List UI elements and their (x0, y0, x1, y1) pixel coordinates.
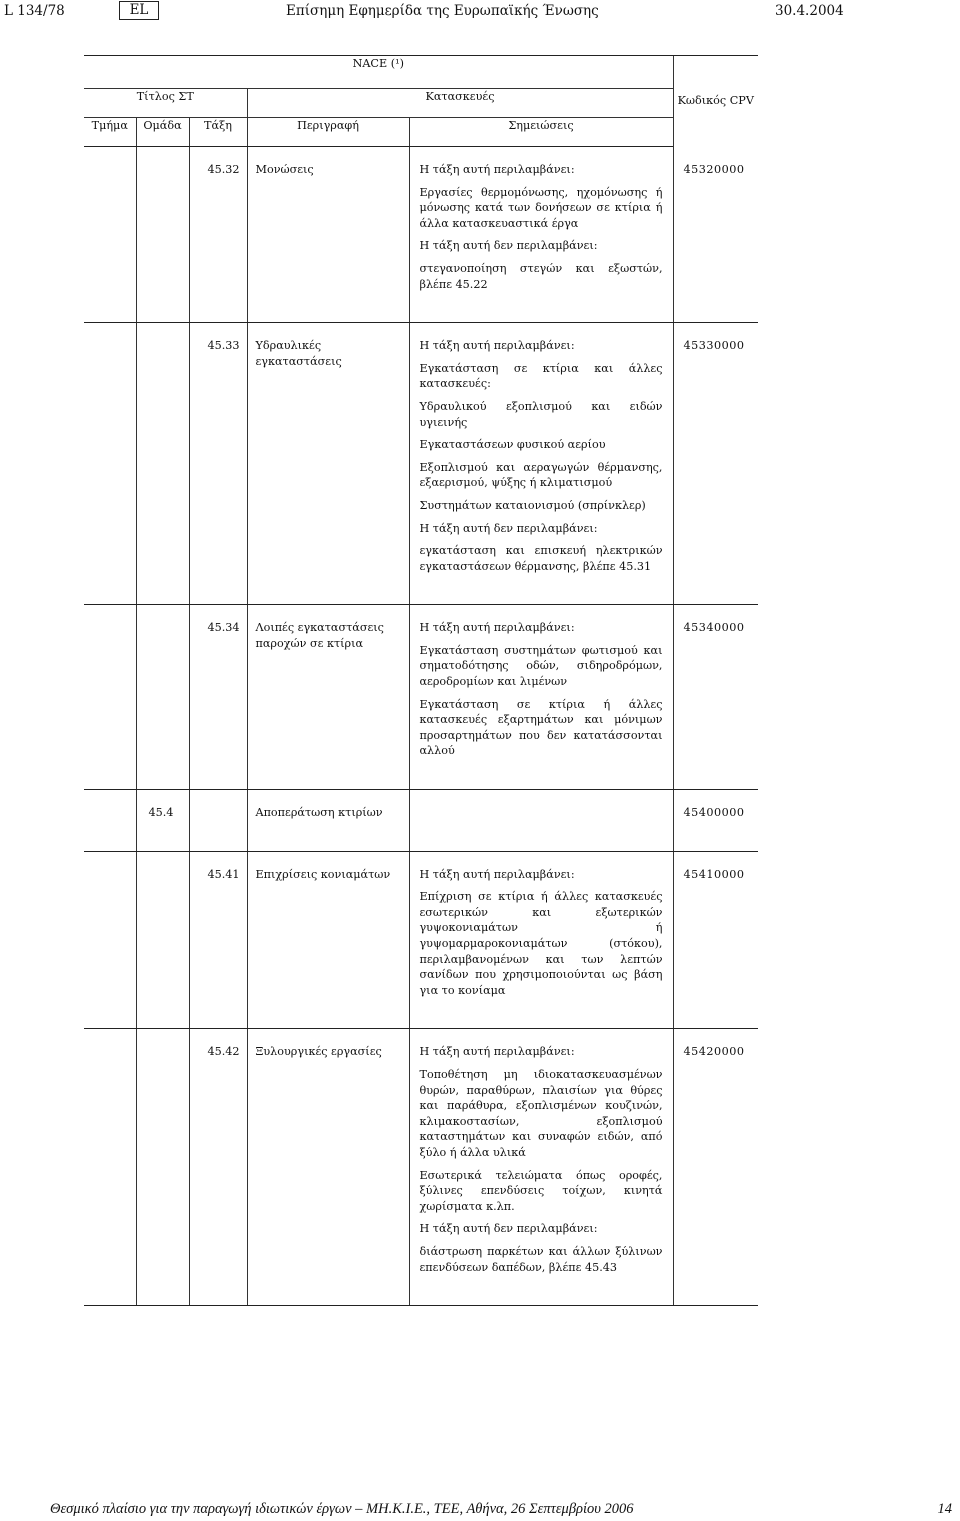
table-header-nace-row (84, 56, 758, 89)
note-line: Εγκατάσταση συστημάτων φωτισμού και σηματοδότησης οδών, σιδηροδρόμων, αεροδρομίων και λιμένων (419, 643, 663, 689)
journal-date: 30.4.2004 (775, 3, 844, 19)
note-line: Εσωτερικά τελειώματα όπως οροφές, ξύλινες επενδύσεις τοίχων, κινητά χωρίσματα κ.λπ. (419, 1168, 663, 1213)
cpv-code-cell: 45340000 (673, 605, 758, 790)
table-row (84, 323, 758, 605)
taxi-cell: 45.41 (189, 851, 247, 1029)
notes-cell (409, 851, 673, 1029)
note-line: Η τάξη αυτή δεν περιλαμβάνει: (419, 1222, 598, 1236)
description-cell: Αποπεράτωση κτιρίων (247, 790, 409, 852)
page-reference: L 134/78 (4, 3, 65, 19)
note-line: Υδραυλικού εξοπλισμού και ειδών υγιεινής (419, 399, 663, 429)
notes-cell (409, 605, 673, 790)
taxi-cell: 45.34 (189, 605, 247, 790)
taxi-cell: 45.32 (189, 147, 247, 323)
notes-cell (409, 1029, 673, 1306)
simeioseis-heading: Σημειώσεις (409, 118, 673, 147)
note-line: Η τάξη αυτή περιλαμβάνει: (419, 867, 575, 881)
journal-title: Επίσημη Εφημερίδα της Ευρωπαϊκής Ένωσης (286, 3, 599, 19)
titlos-heading: Τίτλος ΣΤ (84, 89, 247, 118)
table-row (84, 790, 758, 852)
note-line: Εγκαταστάσεων φυσικού αερίου (419, 438, 606, 452)
notes-cell (409, 323, 673, 605)
note-line: Εξοπλισμού και αεραγωγών θέρμανσης, εξαερισμού, ψύξης ή κλιματισμού (419, 460, 663, 490)
cpv-heading: Κωδικός CPV (673, 56, 758, 147)
omada-heading: Ομάδα (136, 118, 189, 147)
cpv-code-cell: 45400000 (673, 790, 758, 852)
tmima-cell (84, 147, 136, 323)
tmima-cell (84, 1029, 136, 1306)
note-line: Η τάξη αυτή περιλαμβάνει: (419, 1045, 575, 1059)
note-line: Η τάξη αυτή δεν περιλαμβάνει: (419, 521, 598, 535)
table-body (84, 147, 758, 1306)
taxi-cell: 45.42 (189, 1029, 247, 1306)
note-line: εγκατάσταση και επισκευή ηλεκτρικών εγκαταστάσεων θέρμανσης, βλέπε 45.31 (419, 544, 663, 573)
table-row (84, 147, 758, 323)
note-line: Επίχριση σε κτίρια ή άλλες κατασκευές εσωτερικών και εξωτερικών γυψοκονιαμάτων ή γυψομαρμαροκονιαμάτων (στόκου), περιλαμβανομένων και των λεπτών σανίδων που χρησιμοποιούνται ως βάση για το κονίαμα (419, 890, 663, 997)
cpv-code-cell: 45330000 (673, 323, 758, 605)
footer (50, 1500, 960, 1520)
language-badge: EL (119, 1, 159, 20)
taxi-cell (189, 790, 247, 852)
journal-header (0, 0, 960, 24)
table-row (84, 1029, 758, 1306)
cpv-code-cell: 45420000 (673, 1029, 758, 1306)
notes-cell (409, 147, 673, 323)
note-line: Εργασίες θερμομόνωσης, ηχομόνωσης ή μόνωσης κατά των δονήσεων σε κτίρια ή άλλα κατασκευαστικά έργα (419, 185, 663, 230)
description-cell: Υδραυλικές εγκαταστάσεις (247, 323, 409, 605)
table-header-columns-row (84, 118, 758, 147)
note-line: στεγανοποίηση στεγών και εξωστών, βλέπε 45.22 (419, 261, 663, 291)
description-cell: Μονώσεις (247, 147, 409, 323)
note-line: Τοποθέτηση μη ιδιοκατασκευασμένων θυρών, παραθύρων, πλαισίων για θύρες και παράθυρα, εξοπλισμένων κουζινών, κλιμακοστασίων, εξοπλισμού καταστημάτων και συναφών ειδών, από ξύλο ή άλλα υλικά (419, 1067, 663, 1159)
note-line: Συστημάτων καταιονισμού (σπρίνκλερ) (419, 498, 646, 512)
cpv-code-cell: 45410000 (673, 851, 758, 1029)
tmima-cell (84, 790, 136, 852)
tmima-cell (84, 323, 136, 605)
kataskeves-heading: Κατασκευές (247, 89, 673, 118)
taxi-heading: Τάξη (189, 118, 247, 147)
note-line: Η τάξη αυτή περιλαμβάνει: (419, 339, 575, 353)
perigrafi-heading: Περιγραφή (247, 118, 409, 147)
tmima-cell (84, 851, 136, 1029)
omada-cell (136, 851, 189, 1029)
description-cell: Επιχρίσεις κονιαμάτων (247, 851, 409, 1029)
table-header-title-row (84, 89, 758, 118)
cpv-code-cell: 45320000 (673, 147, 758, 323)
note-line: Η τάξη αυτή περιλαμβάνει: (419, 163, 575, 176)
note-line: Η τάξη αυτή περιλαμβάνει: (419, 621, 575, 635)
note-line: Εγκατάσταση σε κτίρια ή άλλες κατασκευές εξαρτημάτων και μόνιμων προσαρτημάτων που δεν κατατάσσονται αλλού (419, 697, 663, 758)
nace-heading: NACE (¹) (84, 56, 673, 89)
taxi-cell: 45.33 (189, 323, 247, 605)
table-row (84, 605, 758, 790)
tmima-heading: Τμήμα (84, 118, 136, 147)
footer-page-number: 14 (937, 1501, 952, 1517)
omada-cell (136, 323, 189, 605)
nace-table (84, 55, 758, 1306)
omada-cell (136, 1029, 189, 1306)
footer-text: Θεσμικό πλαίσιο για την παραγωγή ιδιωτικών έργων – ΜΗ.Κ.Ι.Ε., ΤΕΕ, Αθήνα, 26 Σεπτεμβρίου 2006 (50, 1501, 634, 1517)
omada-cell (136, 605, 189, 790)
table-row (84, 851, 758, 1029)
omada-cell (136, 147, 189, 323)
notes-cell (409, 790, 673, 852)
note-line: Η τάξη αυτή δεν περιλαμβάνει: (419, 239, 598, 253)
description-cell: Λοιπές εγκαταστάσεις παροχών σε κτίρια (247, 605, 409, 790)
note-line: Εγκατάσταση σε κτίρια και άλλες κατασκευές: (419, 361, 663, 391)
note-line: διάστρωση παρκέτων και άλλων ξύλινων επενδύσεων δαπέδων, βλέπε 45.43 (419, 1244, 663, 1274)
description-cell: Ξυλουργικές εργασίες (247, 1029, 409, 1306)
omada-cell: 45.4 (136, 790, 189, 852)
tmima-cell (84, 605, 136, 790)
